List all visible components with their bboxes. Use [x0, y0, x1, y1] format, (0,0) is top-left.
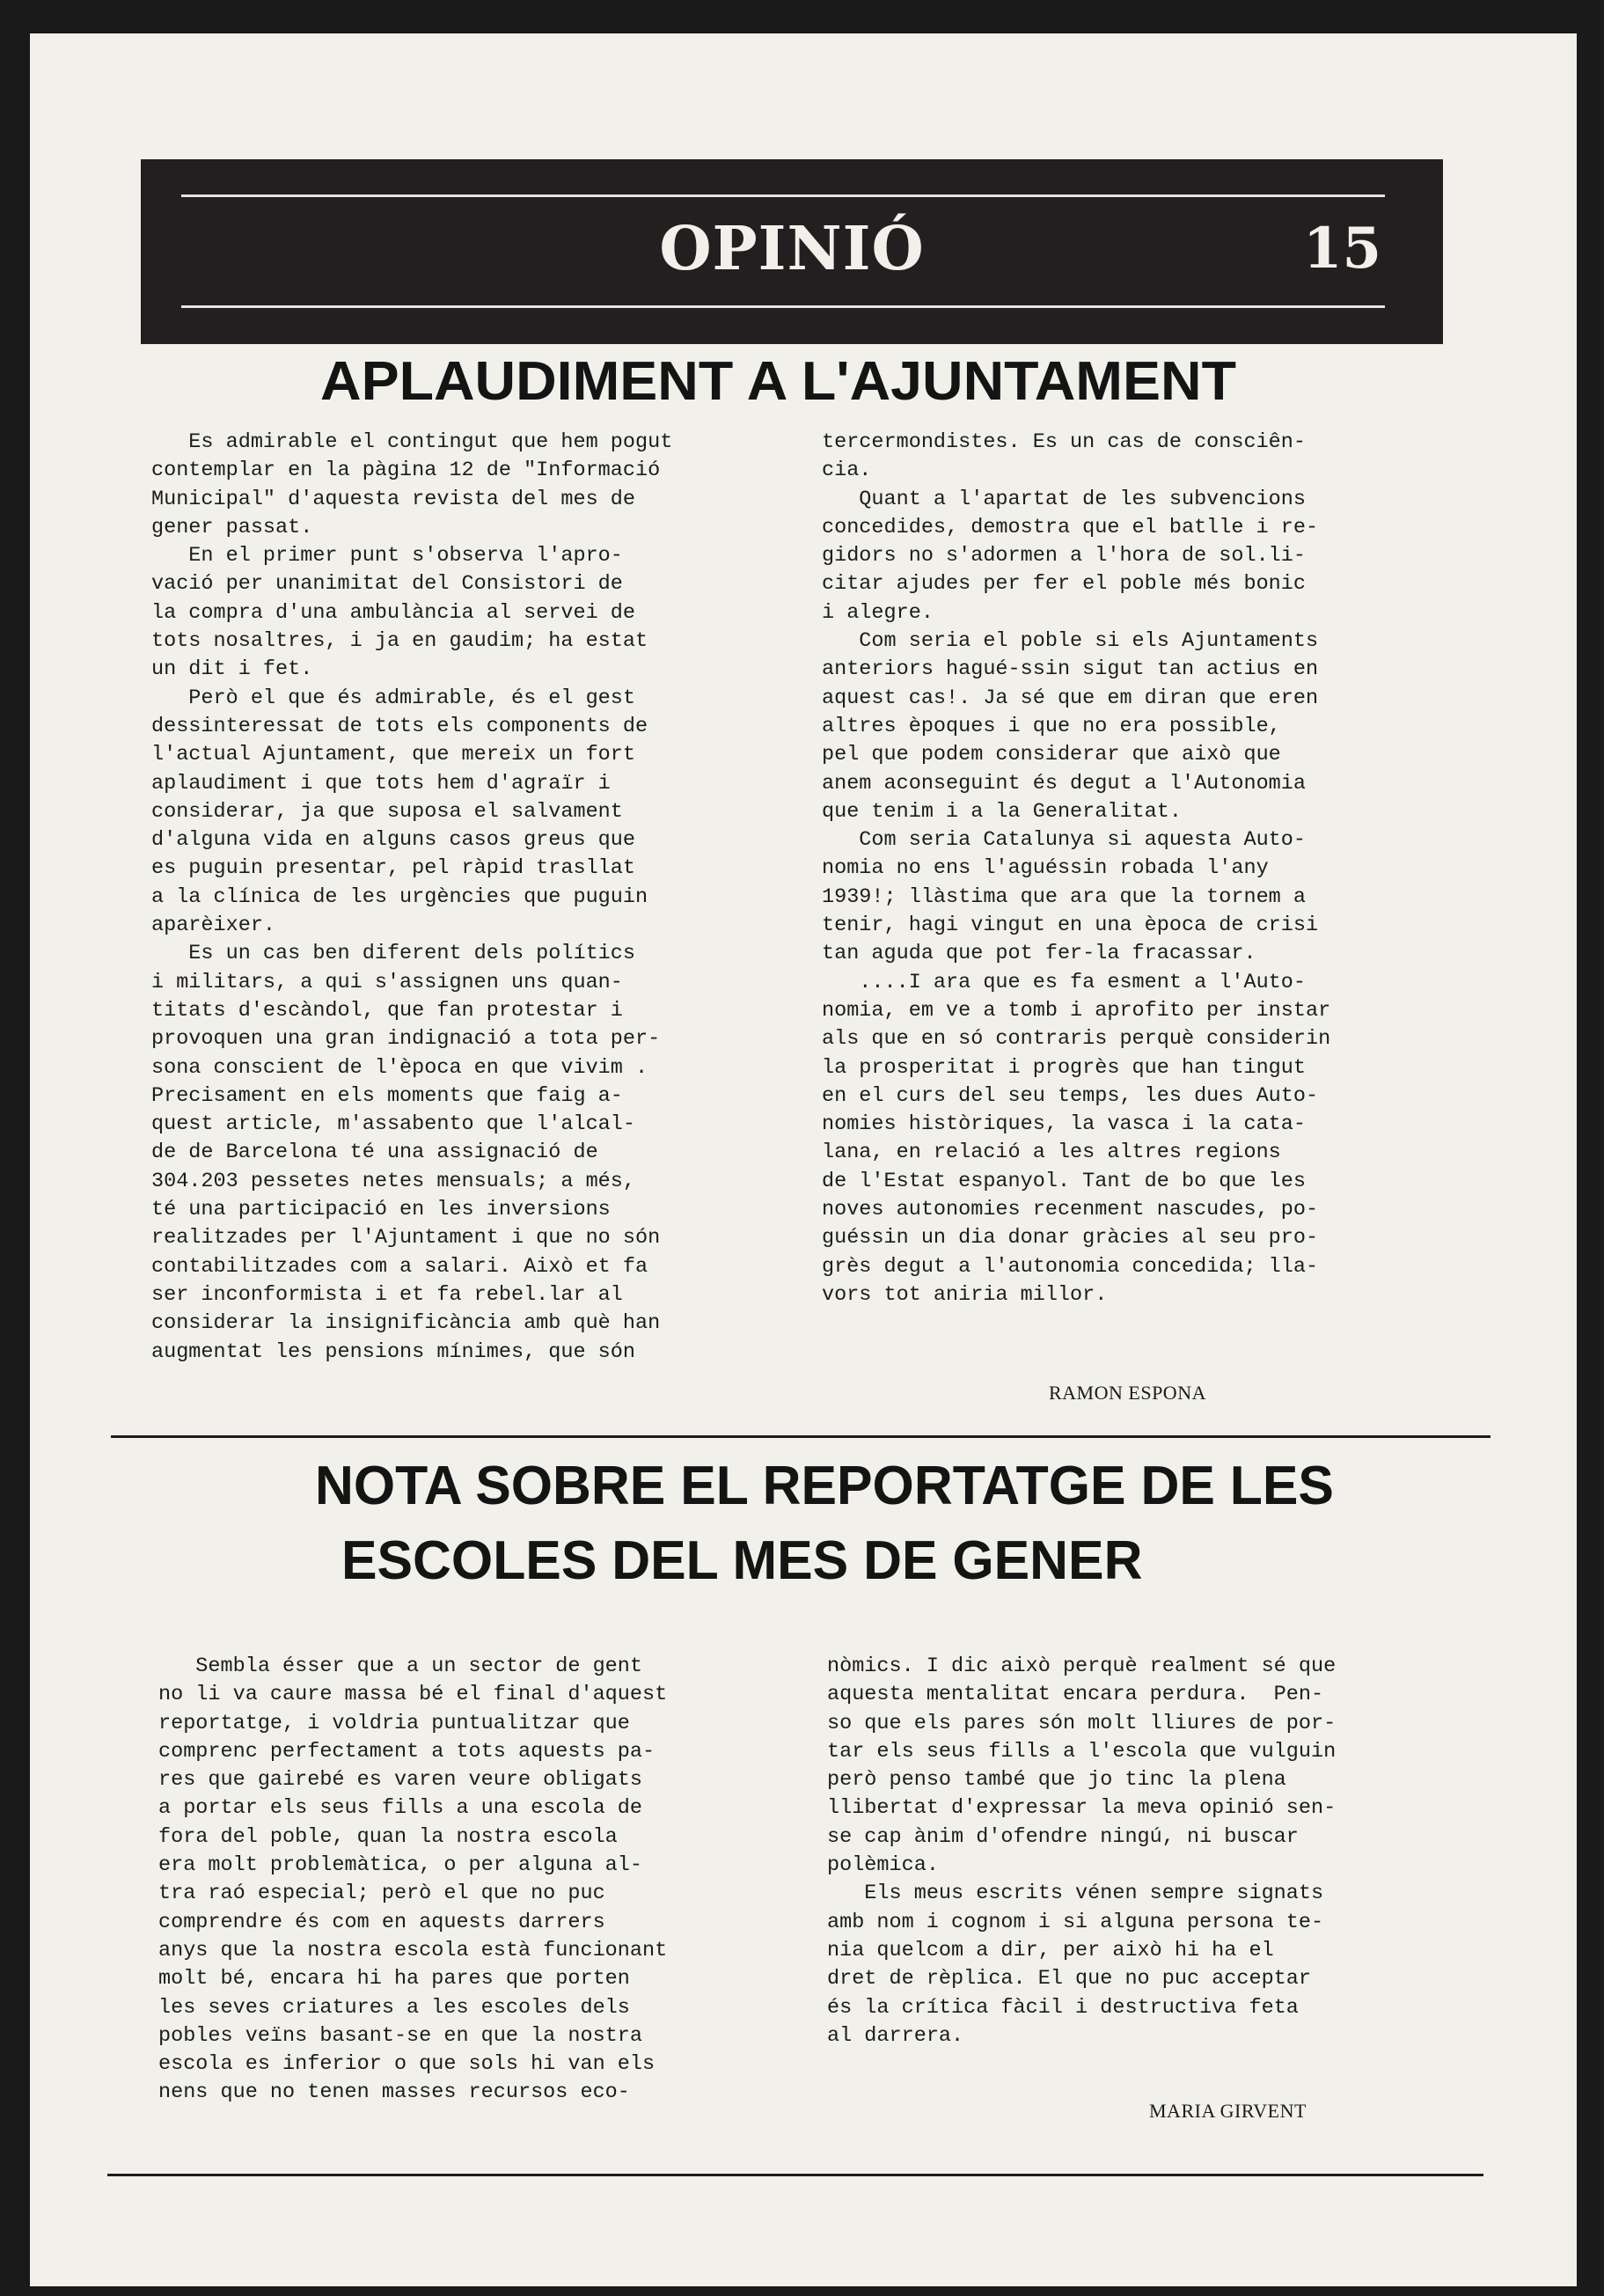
text-line: sona conscient de l'època en que vivim .: [151, 1055, 648, 1080]
text-line: ser inconformista i et fa rebel.lar al: [151, 1282, 623, 1307]
text-line: polèmica.: [827, 1853, 939, 1878]
text-line: Com seria el poble si els Ajuntaments: [822, 629, 1319, 654]
text-line: En el primer punt s'observa l'apro-: [151, 544, 623, 568]
text-line: nomia no ens l'aguéssin robada l'any: [822, 856, 1269, 881]
text-line: nomia, em ve a tomb i aprofito per instar: [822, 998, 1331, 1023]
text-line: en el curs del seu temps, les dues Auto-: [822, 1083, 1319, 1108]
text-line: 304.203 pessetes netes mensuals; a més,: [151, 1169, 635, 1193]
article1-column-left: [151, 429, 672, 1367]
text-line: Com seria Catalunya si aquesta Auto-: [822, 828, 1306, 853]
text-line: aquesta mentalitat encara perdura. Pen-: [827, 1683, 1324, 1707]
article2-column-right: [827, 1653, 1336, 2050]
text-line: aplaudiment i que tots hem d'agraïr i: [151, 771, 611, 796]
text-line: contemplar en la pàgina 12 de "Informació: [151, 458, 661, 483]
text-line: quest article, m'assabento que l'alcal-: [151, 1112, 635, 1137]
text-line: nòmics. I dic això perquè realment sé que: [827, 1654, 1337, 1678]
text-line: citar ajudes per fer el poble més bonic: [822, 572, 1306, 597]
text-line: provoquen una gran indignació a tota per-: [151, 1027, 661, 1052]
text-line: 1939!; llàstima que ara que la tornem a: [822, 884, 1306, 909]
text-line: que tenim i a la Generalitat.: [822, 799, 1182, 824]
text-line: Quant a l'apartat de les subvencions: [822, 487, 1306, 511]
text-line: tan aguda que pot fer-la fracassar.: [822, 942, 1256, 966]
text-line: tenir, hagi vingut en una època de crisi: [822, 913, 1319, 938]
text-line: so que els pares són molt lliures de por-: [827, 1711, 1337, 1735]
text-line: a portar els seus fills a una escola de: [158, 1796, 642, 1821]
text-line: la prosperitat i progrès que han tingut: [822, 1055, 1306, 1080]
text-line: altres èpoques i que no era possible,: [822, 714, 1281, 738]
text-line: nomies històriques, la vasca i la cata-: [822, 1112, 1306, 1137]
section-banner: [141, 159, 1443, 344]
text-line: era molt problemàtica, o per alguna al-: [158, 1853, 642, 1878]
banner-rule-bottom: [181, 305, 1385, 308]
text-line: tots nosaltres, i ja en gaudim; ha estat: [151, 629, 648, 654]
divider-rule: [111, 1435, 1490, 1438]
text-line: un dit i fet.: [151, 657, 313, 682]
text-line: lana, en relació a les altres regions: [822, 1141, 1281, 1165]
text-line: tra raó especial; però el que no puc: [158, 1882, 605, 1906]
text-line: se cap ànim d'ofendre ningú, ni buscar: [827, 1824, 1299, 1849]
text-line: augmentat les pensions mínimes, que són: [151, 1339, 635, 1364]
text-line: cia.: [822, 458, 872, 483]
text-line: contabilitzades com a salari. Això et fa: [151, 1254, 648, 1279]
text-line: de l'Estat espanyol. Tant de bo que les: [822, 1169, 1306, 1193]
text-line: guéssin un dia donar gràcies al seu pro-: [822, 1226, 1319, 1251]
text-line: llibertat d'expressar la meva opinió sen-: [827, 1796, 1337, 1821]
text-line: aparèixer.: [151, 913, 276, 938]
text-line: noves autonomies recenment nascudes, po-: [822, 1198, 1319, 1222]
article2-signature: MARIA GIRVENT: [1149, 2100, 1307, 2122]
text-line: ....I ara que es fa esment a l'Auto-: [822, 970, 1306, 994]
text-line: tar els seus fills a l'escola que vulguin: [827, 1739, 1337, 1764]
text-line: dessinteressat de tots els components de: [151, 714, 648, 738]
text-line: les seves criatures a les escoles dels: [158, 1995, 630, 2020]
text-line: anteriors hagué-ssin sigut tan actius en: [822, 657, 1319, 682]
text-line: molt bé, encara hi ha pares que porten: [158, 1967, 630, 1992]
text-line: Municipal" d'aquesta revista del mes de: [151, 487, 635, 511]
text-line: anem aconseguint és degut a l'Autonomia: [822, 771, 1306, 796]
text-line: als que en só contraris perquè considerin: [822, 1027, 1331, 1052]
text-line: nia quelcom a dir, per això hi ha el: [827, 1938, 1274, 1962]
text-line: tercermondistes. Es un cas de consciên-: [822, 430, 1306, 454]
text-line: considerar, ja que suposa el salvament: [151, 799, 623, 824]
text-line: no li va caure massa bé el final d'aquest: [158, 1683, 668, 1707]
text-line: nens que no tenen masses recursos eco-: [158, 2080, 630, 2105]
magazine-page: [30, 33, 1577, 2286]
text-line: pel que podem considerar que això que: [822, 743, 1281, 767]
article2-column-left: [158, 1653, 667, 2108]
article2-headline-line1: NOTA SOBRE EL REPORTATGE DE LES: [315, 1456, 1334, 1516]
bottom-rule: [107, 2174, 1483, 2176]
text-line: és la crítica fàcil i destructiva feta: [827, 1995, 1299, 2020]
text-line: pobles veïns basant-se en que la nostra: [158, 2023, 642, 2048]
text-line: escola es inferior o que sols hi van els: [158, 2052, 656, 2077]
text-line: Es admirable el contingut que hem pogut: [151, 430, 673, 454]
text-line: però penso també que jo tinc la plena: [827, 1768, 1286, 1793]
text-line: titats d'escàndol, que fan protestar i: [151, 998, 623, 1023]
text-line: i militars, a qui s'assignen uns quan-: [151, 970, 623, 994]
text-line: l'actual Ajuntament, que mereix un fort: [151, 743, 635, 767]
text-line: es puguin presentar, pel ràpid trasllat: [151, 856, 635, 881]
text-line: Precisament en els moments que faig a-: [151, 1083, 623, 1108]
text-line: de de Barcelona té una assignació de: [151, 1141, 598, 1165]
section-title: OPINIÓ: [659, 214, 925, 284]
text-line: Els meus escrits vénen sempre signats: [827, 1882, 1324, 1906]
text-line: Sembla ésser que a un sector de gent: [158, 1654, 642, 1678]
article1-headline: APLAUDIMENT A L'AJUNTAMENT: [320, 351, 1236, 412]
text-line: a la clínica de les urgències que puguin: [151, 884, 648, 909]
text-line: fora del poble, quan la nostra escola: [158, 1824, 618, 1849]
text-line: dret de rèplica. El que no puc acceptar: [827, 1967, 1311, 1992]
text-line: Es un cas ben diferent dels polítics: [151, 942, 635, 966]
text-line: realitzades per l'Ajuntament i que no són: [151, 1226, 661, 1251]
text-line: d'alguna vida en alguns casos greus que: [151, 828, 635, 853]
text-line: la compra d'una ambulància al servei de: [151, 600, 635, 625]
text-line: aquest cas!. Ja sé que em diran que eren: [822, 686, 1319, 710]
text-line: considerar la insignificància amb què han: [151, 1311, 661, 1336]
article1-signature: RAMON ESPONA: [1049, 1382, 1206, 1404]
text-line: amb nom i cognom i si alguna persona te-: [827, 1910, 1324, 1934]
text-line: concedides, demostra que el batlle i re-: [822, 515, 1319, 539]
text-line: anys que la nostra escola està funcionant: [158, 1938, 668, 1962]
article2-headline-line2: ESCOLES DEL MES DE GENER: [341, 1530, 1143, 1591]
text-line: reportatge, i voldria puntualitzar que: [158, 1711, 630, 1735]
page-number: 15: [1302, 216, 1381, 282]
text-line: Però el que és admirable, és el gest: [151, 686, 635, 710]
text-line: res que gairebé es varen veure obligats: [158, 1768, 642, 1793]
text-line: vació per unanimitat del Consistori de: [151, 572, 623, 597]
text-line: té una participació en les inversions: [151, 1198, 611, 1222]
text-line: comprenc perfectament a tots aquests pa-: [158, 1739, 656, 1764]
text-line: al darrera.: [827, 2023, 964, 2048]
text-line: comprendre és com en aquests darrers: [158, 1910, 605, 1934]
text-line: i alegre.: [822, 600, 934, 625]
article1-column-right: [822, 429, 1330, 1309]
text-line: vors tot aniria millor.: [822, 1282, 1108, 1307]
text-line: grès degut a l'autonomia concedida; lla-: [822, 1254, 1319, 1279]
text-line: gener passat.: [151, 515, 313, 539]
text-line: gidors no s'adormen a l'hora de sol.li-: [822, 544, 1306, 568]
banner-rule-top: [181, 194, 1385, 197]
